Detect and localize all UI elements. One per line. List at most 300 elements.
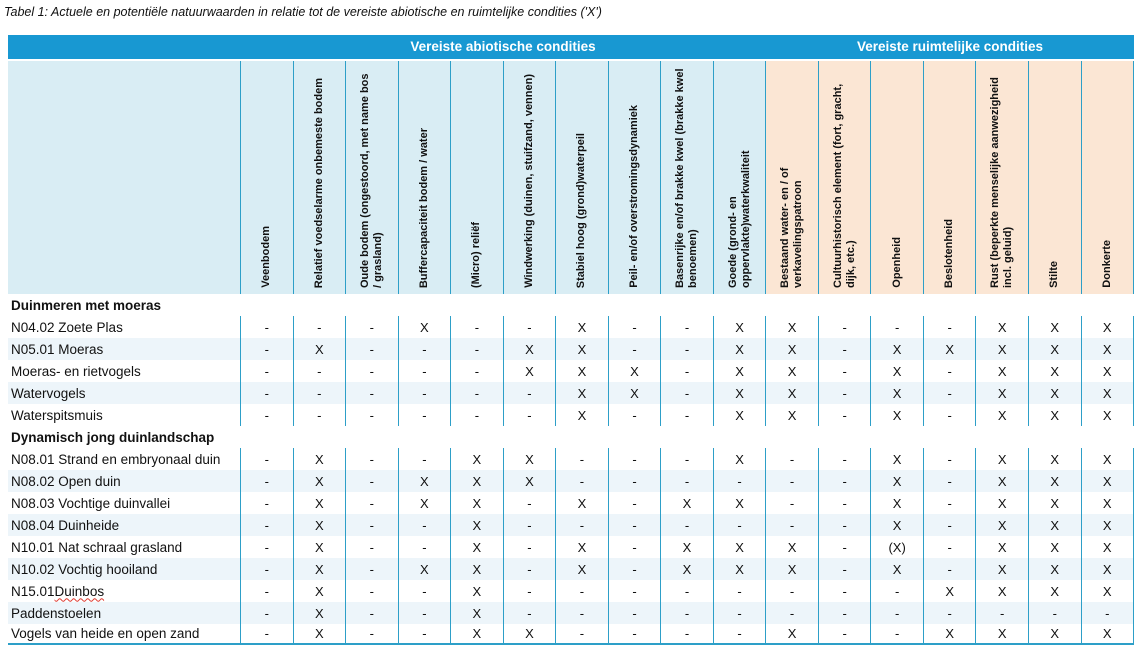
matrix-cell: - [923,536,976,558]
matrix-cell: - [660,624,713,643]
matrix-cell: - [923,470,976,492]
matrix-cell: X [713,382,766,404]
matrix-cell: - [870,580,923,602]
matrix-cell: - [608,448,661,470]
matrix-cell: - [765,470,818,492]
matrix-cell: - [608,580,661,602]
matrix-cell: - [345,338,398,360]
matrix-cell: - [818,536,871,558]
matrix-cell: X [555,536,608,558]
column-header-label: Openheid [890,237,903,288]
matrix-cell: - [345,492,398,514]
matrix-cell: - [398,514,451,536]
matrix-cell: - [818,492,871,514]
matrix-cell: - [398,624,451,643]
matrix-cell: - [503,514,556,536]
column-header-label: Windwerking (duinen, stuifzand, vennen) [522,74,535,288]
matrix-cell: - [398,338,451,360]
column-header-4 [398,61,451,294]
matrix-cell: - [608,492,661,514]
table-row [8,470,1134,492]
matrix-cell: X [293,448,346,470]
group-header-spatial: Vereiste ruimtelijke condities [856,39,1044,54]
matrix-cell: X [1081,338,1135,360]
matrix-cell: X [555,360,608,382]
matrix-cell: X [1081,448,1135,470]
matrix-cell: X [555,404,608,426]
matrix-cell: X [975,558,1028,580]
matrix-cell: - [870,316,923,338]
column-header-label: Goede (grond- en oppervlakte)waterkwaliteit [726,150,752,288]
matrix-cell: - [818,558,871,580]
column-header-label: Relatief voedselarme onbemeste bodem [312,77,325,288]
group-row-label: Dynamisch jong duinlandschap [11,429,215,445]
matrix-cell: - [713,624,766,643]
group-header-band [8,35,1134,61]
matrix-cell: - [240,404,293,426]
matrix-cell: - [975,602,1028,624]
matrix-cell: X [870,558,923,580]
column-header-10 [713,61,766,294]
matrix-cell: - [240,360,293,382]
matrix-cell: - [555,448,608,470]
row-label: Waterspitsmuis [11,407,103,423]
matrix-cell: - [293,360,346,382]
matrix-cell: X [1081,514,1135,536]
matrix-cell: - [870,602,923,624]
column-header-label: Stabiel hoog (grond)waterpeil [575,132,588,288]
matrix-cell: X [293,514,346,536]
matrix-cell: - [293,382,346,404]
matrix-cell: - [765,492,818,514]
matrix-cell: - [923,514,976,536]
matrix-cell: - [555,580,608,602]
matrix-cell: X [765,316,818,338]
matrix-cell: - [503,404,556,426]
matrix-cell: X [1081,382,1135,404]
matrix-cell: - [503,492,556,514]
matrix-cell: - [555,602,608,624]
column-header-2 [293,61,346,294]
matrix-cell: X [765,404,818,426]
table-row [8,602,1134,624]
matrix-cell: X [398,558,451,580]
matrix-cell: - [608,514,661,536]
matrix-cell: X [450,624,503,643]
column-header-13 [870,61,923,294]
matrix-cell: - [818,338,871,360]
row-label: N04.02 Zoete Plas [11,319,123,335]
matrix-cell: - [398,580,451,602]
matrix-cell: - [345,580,398,602]
matrix-cell: - [608,602,661,624]
row-label: N10.02 Vochtig hooiland [11,561,158,577]
group-row [8,426,1134,448]
matrix-cell: - [398,360,451,382]
matrix-cell: - [503,316,556,338]
matrix-cell: - [345,602,398,624]
matrix-cell: - [240,558,293,580]
matrix-cell: - [398,382,451,404]
matrix-cell: X [923,338,976,360]
matrix-cell: - [818,624,871,643]
matrix-cell: - [555,514,608,536]
matrix-cell: - [923,448,976,470]
matrix-cell: - [660,382,713,404]
matrix-cell: - [818,470,871,492]
matrix-cell: - [923,492,976,514]
matrix-cell: - [818,382,871,404]
matrix-cell: - [450,360,503,382]
matrix-cell: - [345,470,398,492]
matrix-cell: - [818,404,871,426]
matrix-cell: X [1081,580,1135,602]
matrix-cell: - [240,492,293,514]
table-row [8,536,1134,558]
column-header-label: Oude bodem (ongestoord, met name bos / grasland) [358,73,384,288]
matrix-cell: X [975,338,1028,360]
matrix-cell: - [608,558,661,580]
matrix-cell: X [765,338,818,360]
matrix-cell: - [240,470,293,492]
matrix-cell: - [450,338,503,360]
matrix-cell: X [1028,338,1081,360]
matrix-cell: X [1028,448,1081,470]
matrix-cell: X [713,404,766,426]
matrix-cell: - [660,602,713,624]
matrix-cell: - [240,382,293,404]
matrix-cell: X [975,404,1028,426]
matrix-cell: - [345,382,398,404]
matrix-cell: X [870,360,923,382]
matrix-cell: X [1028,536,1081,558]
matrix-cell: X [503,624,556,643]
matrix-cell: - [660,360,713,382]
matrix-cell: - [923,316,976,338]
matrix-cell: - [503,558,556,580]
column-header-label: Cultuurhistorisch element (fort, gracht, dijk, etc.) [831,83,857,288]
matrix-cell: - [240,338,293,360]
matrix-cell: - [345,448,398,470]
matrix-cell: X [713,558,766,580]
matrix-cell: X [1081,316,1135,338]
matrix-cell: - [345,536,398,558]
matrix-cell: X [713,448,766,470]
matrix-cell: X [1081,558,1135,580]
matrix-cell: - [765,580,818,602]
column-header-label: Peil- en/of overstromingsdynamiek [628,105,640,288]
matrix-cell: - [713,580,766,602]
column-header-12 [818,61,871,294]
matrix-cell: - [923,382,976,404]
matrix-cell: X [765,624,818,643]
row-label: N08.04 Duinheide [11,517,120,533]
matrix-cell: - [818,602,871,624]
matrix-cell: - [345,360,398,382]
matrix-cell: X [398,316,451,338]
matrix-cell: X [713,316,766,338]
matrix-cell: - [608,338,661,360]
matrix-cell: - [870,624,923,643]
matrix-cell: X [293,338,346,360]
matrix-cell: X [975,536,1028,558]
column-header-8 [608,61,661,294]
column-header-3 [345,61,398,294]
matrix-cell: X [660,536,713,558]
matrix-cell: - [398,404,451,426]
column-header-label: Beslotenheid [943,218,956,288]
table-body [8,294,1134,643]
table-row [8,360,1134,382]
matrix-cell: - [818,316,871,338]
matrix-cell: - [660,580,713,602]
matrix-cell: - [240,580,293,602]
matrix-cell: - [608,624,661,643]
matrix-cell: - [923,360,976,382]
matrix-cell: X [975,360,1028,382]
matrix-cell: - [450,404,503,426]
conditions-table [8,35,1134,645]
matrix-cell: X [1028,492,1081,514]
matrix-cell: X [293,558,346,580]
matrix-cell: - [503,580,556,602]
matrix-cell: X [660,492,713,514]
column-header-label: Bestaand water- en / of verkavelingspatroon [779,167,805,288]
column-header-1 [240,61,293,294]
matrix-cell: - [398,448,451,470]
matrix-cell: - [923,602,976,624]
table-row [8,448,1134,470]
matrix-cell: X [765,536,818,558]
matrix-cell: - [240,536,293,558]
matrix-cell: X [975,448,1028,470]
matrix-cell: X [1081,404,1135,426]
matrix-cell: - [765,514,818,536]
matrix-cell: X [293,470,346,492]
matrix-cell: - [503,602,556,624]
matrix-cell: X [555,316,608,338]
matrix-cell: - [818,360,871,382]
matrix-cell: - [240,514,293,536]
table-row [8,514,1134,536]
matrix-cell: X [293,602,346,624]
matrix-cell: - [765,448,818,470]
matrix-cell: X [1081,470,1135,492]
matrix-cell: X [765,382,818,404]
matrix-cell: X [975,624,1028,643]
matrix-cell: X [975,492,1028,514]
matrix-cell: X [1028,360,1081,382]
matrix-cell: - [818,580,871,602]
matrix-cell: X [450,492,503,514]
matrix-cell: X [870,382,923,404]
matrix-cell: - [503,536,556,558]
matrix-cell: - [450,316,503,338]
column-header-label: Donkerte [1100,240,1113,288]
matrix-cell: - [660,404,713,426]
matrix-cell: - [240,602,293,624]
matrix-cell: X [1081,536,1135,558]
matrix-cell: - [240,448,293,470]
row-label: Watervogels [11,385,86,401]
column-header-5 [450,61,503,294]
matrix-cell: X [450,470,503,492]
matrix-cell: - [660,316,713,338]
matrix-cell: - [713,602,766,624]
column-header-9 [660,61,713,294]
matrix-cell: X [1028,404,1081,426]
matrix-cell: - [660,514,713,536]
matrix-cell: - [713,514,766,536]
matrix-cell: X [870,404,923,426]
matrix-cell: X [870,448,923,470]
matrix-cell: X [555,558,608,580]
matrix-cell: X [450,448,503,470]
matrix-cell: X [450,558,503,580]
matrix-cell: X [975,316,1028,338]
row-label: N15.01 Duinbos [11,583,105,599]
column-header-15 [975,61,1028,294]
matrix-cell: - [345,514,398,536]
matrix-cell: X [975,514,1028,536]
table-row [8,316,1134,338]
matrix-cell: X [293,492,346,514]
matrix-cell: - [608,316,661,338]
matrix-cell: X [503,360,556,382]
matrix-cell: - [345,316,398,338]
matrix-cell: - [345,624,398,643]
matrix-cell: X [713,492,766,514]
matrix-cell: X [923,580,976,602]
column-header-label: Buffercapaciteit bodem / water [417,127,430,288]
matrix-cell: - [450,382,503,404]
matrix-cell: X [975,470,1028,492]
matrix-cell: X [293,624,346,643]
matrix-cell: X [450,536,503,558]
matrix-cell: X [870,338,923,360]
row-label: N08.03 Vochtige duinvallei [11,495,171,511]
matrix-cell: X [765,360,818,382]
matrix-cell: - [1081,602,1135,624]
matrix-cell: X [713,360,766,382]
column-header-label: Veenbodem [260,226,273,288]
matrix-cell: X [293,580,346,602]
table-row [8,338,1134,360]
matrix-cell: - [398,536,451,558]
matrix-cell: X [1028,624,1081,643]
matrix-cell: - [555,624,608,643]
row-label: Paddenstoelen [11,605,102,621]
matrix-cell: X [1028,514,1081,536]
column-header-11 [765,61,818,294]
matrix-cell: X [1028,558,1081,580]
matrix-cell: X [713,338,766,360]
matrix-cell: X [555,492,608,514]
matrix-cell: X [503,470,556,492]
row-label: N05.01 Moeras [11,341,104,357]
matrix-cell: X [713,536,766,558]
column-header-16 [1028,61,1081,294]
table-row [8,624,1134,643]
column-header-17 [1081,61,1135,294]
matrix-cell: X [503,338,556,360]
group-header-abiotic: Vereiste abiotische condities [410,39,596,54]
matrix-cell: X [398,470,451,492]
matrix-cell: X [503,448,556,470]
matrix-cell: X [1081,360,1135,382]
table-row [8,492,1134,514]
column-header-label: Stilte [1048,261,1061,288]
matrix-cell: (X) [870,536,923,558]
column-header-6 [503,61,556,294]
column-header-7 [555,61,608,294]
matrix-cell: X [398,492,451,514]
matrix-cell: - [503,382,556,404]
matrix-cell: X [1028,316,1081,338]
column-header-row [8,61,1134,294]
matrix-cell: X [923,624,976,643]
table-row [8,382,1134,404]
matrix-cell: - [660,338,713,360]
matrix-cell: X [1028,470,1081,492]
matrix-cell: X [870,514,923,536]
matrix-cell: X [608,382,661,404]
matrix-cell: - [608,470,661,492]
matrix-cell: - [608,404,661,426]
matrix-cell: X [660,558,713,580]
matrix-cell: X [555,338,608,360]
matrix-cell: X [293,536,346,558]
matrix-cell: X [870,470,923,492]
row-label: N10.01 Nat schraal grasland [11,539,183,555]
matrix-cell: - [818,448,871,470]
matrix-cell: X [1081,624,1135,643]
matrix-cell: X [555,382,608,404]
matrix-cell: X [765,558,818,580]
matrix-cell: X [608,360,661,382]
matrix-cell: X [1081,492,1135,514]
matrix-cell: - [608,536,661,558]
matrix-cell: - [818,514,871,536]
matrix-cell: - [398,602,451,624]
row-label: N08.02 Open duin [11,473,121,489]
matrix-cell: - [1028,602,1081,624]
matrix-cell: - [660,470,713,492]
matrix-cell: - [293,316,346,338]
matrix-cell: - [923,404,976,426]
matrix-cell: - [293,404,346,426]
table-row [8,404,1134,426]
column-header-label: Basenrijke en/of brakke kwel (brakke kwel benoemen) [674,68,700,288]
matrix-cell: X [870,492,923,514]
column-header-14 [923,61,976,294]
table-row [8,580,1134,602]
table-row [8,558,1134,580]
matrix-cell: - [765,602,818,624]
matrix-cell: X [1028,382,1081,404]
matrix-cell: X [975,580,1028,602]
matrix-cell: - [345,558,398,580]
misspelled-word: Duinbos [54,583,105,599]
row-label: N08.01 Strand en embryonaal duin [11,451,221,467]
matrix-cell: X [450,514,503,536]
matrix-cell: - [713,470,766,492]
matrix-cell: X [1028,580,1081,602]
column-header-label: Rust (beperkte menselijke aanwezigheid incl. geluid) [989,77,1015,288]
corner-cell [8,61,240,294]
column-header-label: (Micro) reliëf [470,221,483,288]
group-row [8,294,1134,316]
